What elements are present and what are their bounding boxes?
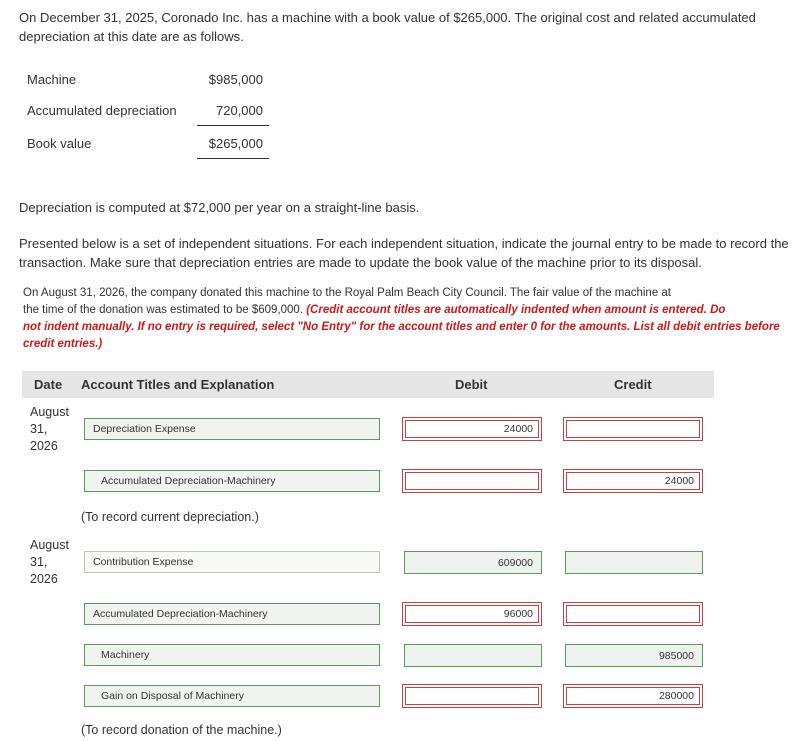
journal-table-header [22, 371, 714, 398]
entry-1-row-2-credit-input[interactable]: 24000 [563, 469, 703, 493]
intro-paragraph [19, 8, 756, 46]
book-value-value: $265,000 [208, 136, 263, 151]
entry-1-date-month: August [30, 405, 69, 419]
entry-2-date-month: August [30, 538, 69, 552]
accumulated-depreciation-value: 720,000 [216, 103, 263, 118]
entry-2-row-2-credit-input[interactable] [563, 602, 703, 626]
entry-2-row-2-debit-input[interactable]: 96000 [402, 602, 542, 626]
entry-2-row-3-debit-input[interactable] [404, 644, 542, 667]
situation-instruction-red-3: credit entries.) [23, 338, 103, 350]
header-account: Account Titles and Explanation [81, 377, 275, 392]
entry-1-row-1-debit-input[interactable]: 24000 [402, 417, 542, 441]
entry-1-row-2-account-input[interactable]: Accumulated Depreciation-Machinery [84, 470, 380, 492]
situation-line-2-plain: the time of the donation was estimated to be $609,000. [23, 304, 307, 316]
entry-1-memo: (To record current depreciation.) [81, 510, 259, 524]
situation-instruction-red-1: (Credit account titles are automatically indented when amount is entered. Do [306, 304, 726, 316]
header-date: Date [34, 377, 63, 392]
situation-line-1: On August 31, 2026, the company donated this machine to the Royal Palm Beach City Council. The fair value of the machine at [23, 287, 671, 299]
total-rule [197, 158, 269, 159]
header-credit: Credit [614, 377, 652, 392]
situation-line-2 [23, 302, 780, 319]
entry-2-row-2-account-input[interactable]: Accumulated Depreciation-Machinery [84, 603, 380, 625]
instructions-line-1: Presented below is a set of independent situations. For each independent situation, indicate the journal entry to be made to record the [19, 236, 789, 251]
machine-label: Machine [27, 72, 77, 87]
entry-2-row-4-debit-input[interactable] [402, 684, 542, 708]
entry-2-row-1-account-input[interactable]: Contribution Expense [84, 551, 380, 573]
entry-1-row-1-credit-input[interactable] [563, 417, 703, 441]
entry-2-date-year: 2026 [30, 572, 58, 586]
intro-line-2: depreciation at this date are as follows. [19, 29, 244, 44]
entry-1-row-2-debit-input[interactable] [402, 469, 542, 493]
instructions-paragraph [19, 234, 789, 272]
entry-1-date-year: 2026 [30, 439, 58, 453]
instructions-line-2: transaction. Make sure that depreciation entries are made to update the book value of the machine prior to its disposal. [19, 255, 702, 270]
intro-line-1: On December 31, 2025, Coronado Inc. has a machine with a book value of $265,000. The original cost and related accumulated [19, 10, 756, 25]
entry-2-row-3-credit-input[interactable]: 985000 [565, 644, 703, 667]
entry-2-date [30, 537, 69, 588]
entry-2-date-day: 31, [30, 555, 48, 569]
header-debit: Debit [455, 377, 488, 392]
entry-2-row-1-debit-input[interactable]: 609000 [404, 551, 542, 574]
book-value-label: Book value [27, 136, 92, 151]
entry-2-row-3-account-input[interactable]: Machinery [84, 644, 380, 666]
depreciation-note: Depreciation is computed at $72,000 per year on a straight-line basis. [19, 200, 420, 215]
entry-2-row-4-account-input[interactable]: Gain on Disposal of Machinery [84, 685, 380, 707]
subtotal-rule [197, 125, 269, 126]
entry-2-row-4-credit-input[interactable]: 280000 [563, 684, 703, 708]
entry-1-date [30, 404, 69, 455]
situation-instruction-red-2: not indent manually. If no entry is required, select "No Entry" for the account titles and enter 0 for the amounts. List all debit entries before [23, 321, 780, 333]
accumulated-depreciation-label: Accumulated depreciation [27, 103, 177, 118]
entry-1-date-day: 31, [30, 422, 48, 436]
entry-2-memo: (To record donation of the machine.) [81, 723, 282, 737]
entry-1-row-1-account-input[interactable]: Depreciation Expense [84, 418, 380, 440]
machine-value: $985,000 [208, 72, 263, 87]
situation-paragraph [23, 285, 780, 353]
entry-2-row-1-credit-input[interactable] [565, 551, 703, 574]
